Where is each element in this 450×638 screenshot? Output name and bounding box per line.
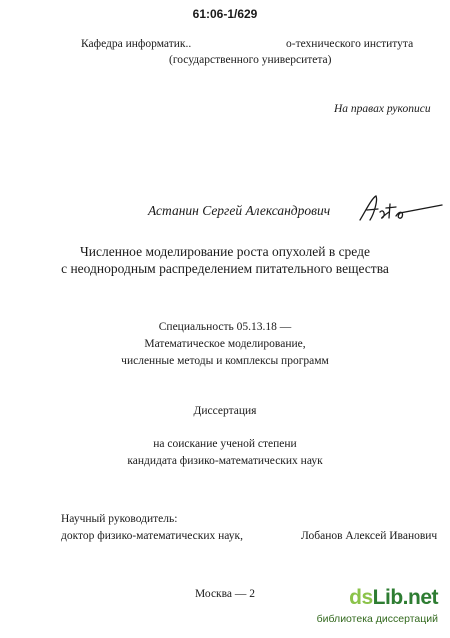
author-signature bbox=[356, 190, 444, 230]
degree-line1: на соискание ученой степени bbox=[153, 438, 297, 450]
specialty-subname: численные методы и комплексы программ bbox=[121, 355, 329, 367]
rights-note: На правах рукописи bbox=[334, 103, 431, 115]
specialty-name: Математическое моделирование, bbox=[144, 338, 306, 350]
header-university: (государственного университета) bbox=[169, 54, 332, 66]
supervisor-name: Лобанов Алексей Иванович bbox=[301, 530, 438, 542]
dslib-logo: dsLib.net bbox=[349, 586, 438, 609]
document-type: Диссертация bbox=[193, 405, 257, 417]
supervisor-label: Научный руководитель: bbox=[61, 513, 178, 525]
header-department: Кафедра информатик.. bbox=[81, 38, 192, 50]
thesis-title-line1: Численное моделирование роста опухолей в среде bbox=[80, 244, 370, 259]
degree-line2: кандидата физико-математических наук bbox=[127, 455, 323, 467]
thesis-title-line2: с неоднородным распределением питательного вещества bbox=[61, 261, 389, 276]
author-name: Астанин Сергей Александрович bbox=[148, 203, 331, 218]
archive-stamp: 61:06-1/629 bbox=[192, 7, 258, 21]
header-institute: о-технического института bbox=[286, 38, 414, 50]
specialty-code: Специальность 05.13.18 — bbox=[158, 321, 292, 333]
supervisor-degree: доктор физико-математических наук, bbox=[61, 530, 244, 542]
city-year: Москва — 2 bbox=[194, 588, 256, 600]
dslib-subtitle: библиотека диссертаций bbox=[316, 613, 438, 625]
